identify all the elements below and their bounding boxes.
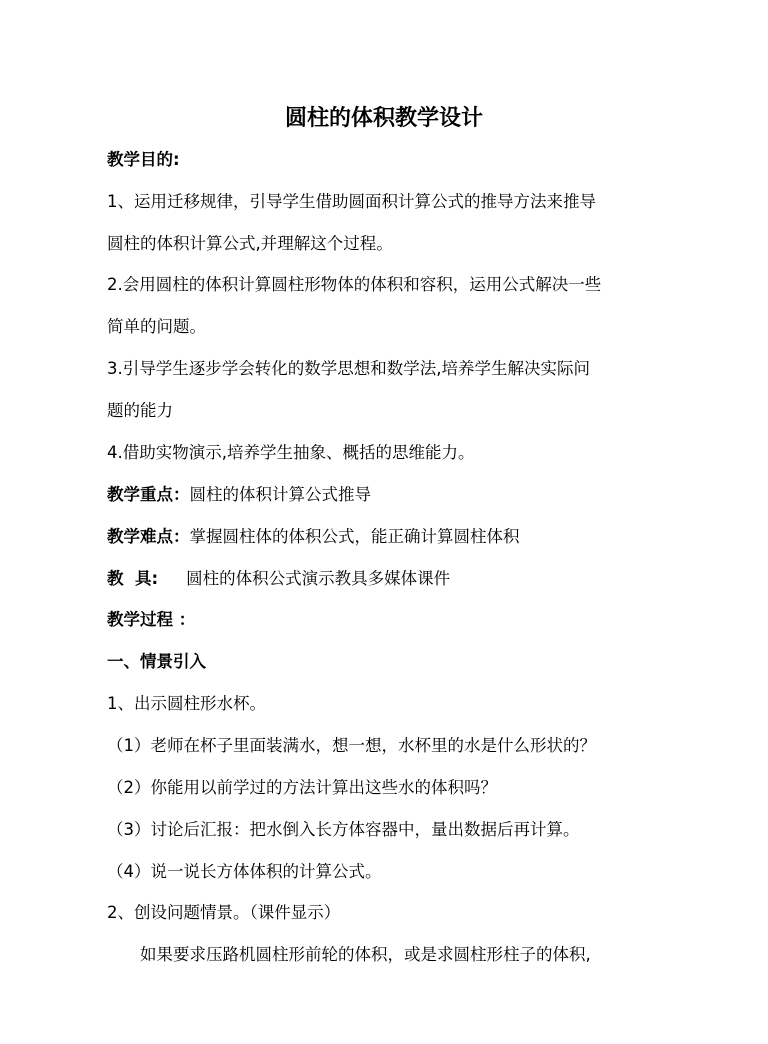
key-point-text: 圆柱的体积计算公式推导 (189, 485, 371, 504)
step-1-question-4: （4）说一说长方体体积的计算公式。 (107, 862, 382, 881)
objective-3-line1: 3.引导学生逐步学会转化的数学思想和数学法,培养学生解决实际问 (107, 359, 590, 378)
objective-1-line1: 1、运用迁移规律，引导学生借助圆面积计算公式的推导方法来推导 (107, 192, 596, 211)
section-1-heading: 一、情景引入 (107, 652, 206, 671)
step-2: 2、创设问题情景。（课件显示） (107, 903, 341, 922)
process-heading: 教学过程 ： (107, 610, 196, 629)
objectives-heading: 教学目的: (107, 150, 180, 169)
difficulty-text: 掌握圆柱体的体积公式，能正确计算圆柱体积 (189, 527, 520, 546)
objective-2-line1: 2.会用圆柱的体积计算圆柱形物体的体积和容积，运用公式解决一些 (107, 275, 602, 294)
difficulty-label: 教学难点： (107, 527, 190, 546)
tools-text: 圆柱的体积公式演示教具多媒体课件 (186, 569, 451, 588)
key-point-line (107, 483, 371, 507)
objective-4: 4.借助实物演示,培养学生抽象、概括的思维能力。 (107, 443, 475, 462)
objective-1-line2: 圆柱的体积计算公式,并理解这个过程。 (107, 234, 393, 253)
key-point-label: 教学重点： (107, 485, 190, 504)
tools-label: 教 具: (107, 569, 159, 588)
step-2-text: 如果要求压路机圆柱形前轮的体积，或是求圆柱形柱子的体积, (140, 945, 591, 964)
step-1-question-2: （2）你能用以前学过的方法计算出这些水的体积吗？ (107, 778, 497, 797)
objective-2-line2: 简单的问题。 (107, 317, 206, 336)
step-1-question-3: （3）讨论后汇报：把水倒入长方体容器中，量出数据后再计算。 (107, 820, 580, 839)
tools-line (107, 567, 450, 591)
document-title: 圆柱的体积教学设计 (284, 106, 483, 131)
step-1: 1、出示圆柱形水杯。 (107, 694, 266, 713)
difficulty-line (107, 525, 520, 549)
step-1-question-1: （1）老师在杯子里面装满水，想一想，水杯里的水是什么形状的？ (107, 736, 596, 755)
objective-3-line2: 题的能力 (107, 401, 173, 420)
